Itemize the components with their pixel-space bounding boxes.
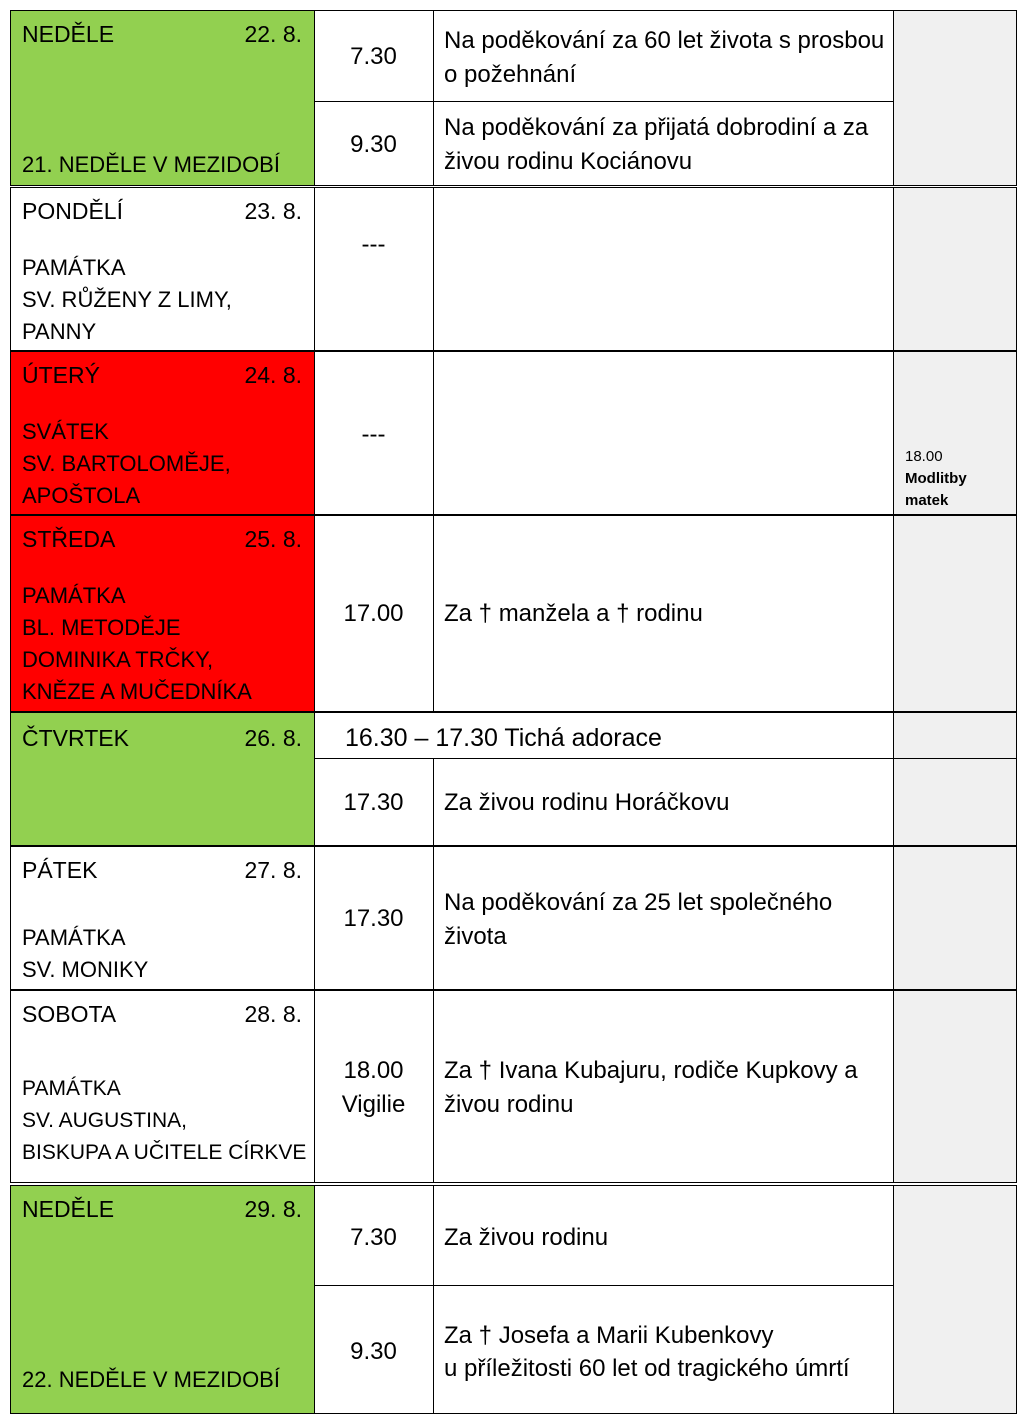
liturgical-note: PAMÁTKA SV. MONIKY bbox=[22, 925, 149, 982]
day-cell-tuesday-24 bbox=[10, 351, 315, 515]
day-name: SOBOTA bbox=[22, 1001, 117, 1027]
day-name: ÚTERÝ bbox=[22, 362, 100, 388]
day-date: 22. 8. bbox=[244, 21, 302, 47]
liturgical-note: 21. NEDĚLE V MEZIDOBÍ bbox=[22, 152, 280, 177]
mass-time: --- bbox=[361, 421, 386, 448]
mass-time: 17.30 bbox=[343, 789, 404, 816]
mass-time: 17.00 bbox=[343, 600, 404, 627]
day-cell-friday-27 bbox=[10, 846, 315, 990]
mass-intention: Za živou rodinu bbox=[444, 1224, 609, 1251]
adoration-text: 16.30 – 17.30 Tichá adorace bbox=[345, 724, 662, 752]
mass-intention: Na poděkování za 60 let života s prosbou o požehnání bbox=[444, 27, 885, 88]
mass-time: 7.30 bbox=[350, 43, 397, 70]
mass-time-vigil: Vigilie bbox=[341, 1091, 406, 1118]
mass-time: 9.30 bbox=[350, 1338, 397, 1365]
day-name: STŘEDA bbox=[22, 526, 116, 552]
mass-intention: Za živou rodinu Horáčkovu bbox=[444, 789, 730, 816]
mass-intention: Za † Josefa a Marii Kubenkovy bbox=[444, 1322, 774, 1349]
mass-intention: Za † Ivana Kubajuru, rodiče Kupkovy a živou rodinu bbox=[444, 1057, 858, 1118]
liturgical-note: 22. NEDĚLE V MEZIDOBÍ bbox=[22, 1367, 280, 1392]
prayer-label: Modlitby matek bbox=[905, 470, 967, 509]
day-cell-monday-23 bbox=[10, 187, 315, 351]
side-cell bbox=[893, 990, 1017, 1183]
liturgical-note: SVÁTEK SV. BARTOLOMĚJE, APOŠTOLA bbox=[22, 419, 231, 508]
mass-intention: Na poděkování za 25 let společného života bbox=[444, 889, 833, 950]
intention-cell bbox=[433, 187, 894, 351]
side-cell bbox=[893, 187, 1017, 351]
day-name: ČTVRTEK bbox=[22, 725, 129, 751]
day-cell-wednesday-25 bbox=[10, 515, 315, 712]
day-date: 25. 8. bbox=[244, 526, 302, 552]
day-name: NEDĚLE bbox=[22, 1196, 115, 1222]
prayer-note bbox=[905, 446, 995, 512]
side-cell bbox=[893, 712, 1017, 759]
day-cell-sunday-29 bbox=[10, 1185, 315, 1414]
mass-intention: Za † manžela a † rodinu bbox=[444, 600, 703, 627]
day-cell-sunday-22 bbox=[10, 10, 315, 186]
mass-time: 17.30 bbox=[343, 905, 404, 932]
day-date: 28. 8. bbox=[244, 1001, 302, 1027]
mass-time: 7.30 bbox=[350, 1224, 397, 1251]
liturgical-note: PAMÁTKA SV. RŮŽENY Z LIMY, PANNY bbox=[22, 255, 232, 344]
time-cell bbox=[314, 187, 434, 351]
side-cell bbox=[893, 758, 1017, 846]
mass-intention: Na poděkování za přijatá dobrodiní a za živou rodinu Kociánovu bbox=[444, 114, 869, 175]
day-name: NEDĚLE bbox=[22, 21, 115, 47]
mass-time: 18.00 bbox=[343, 1057, 404, 1084]
day-date: 27. 8. bbox=[244, 857, 302, 883]
day-name: PÁTEK bbox=[22, 857, 98, 883]
mass-time: 9.30 bbox=[350, 131, 397, 158]
day-date: 24. 8. bbox=[244, 362, 302, 388]
day-date: 23. 8. bbox=[244, 198, 302, 224]
prayer-time: 18.00 bbox=[905, 448, 943, 465]
liturgical-note: PAMÁTKA BL. METODĚJE DOMINIKA TRČKY, KNĚZE A MUČEDNÍKA bbox=[22, 583, 252, 704]
liturgical-note: PAMÁTKA SV. AUGUSTINA, BISKUPA A UČITELE CÍRKVE bbox=[22, 1077, 307, 1164]
side-cell bbox=[893, 846, 1017, 990]
day-name: PONDĚLÍ bbox=[22, 198, 123, 224]
side-cell bbox=[893, 1185, 1017, 1414]
intention-cell bbox=[433, 351, 894, 515]
day-cell-thursday-26 bbox=[10, 712, 315, 846]
mass-time: --- bbox=[361, 231, 386, 258]
day-date: 26. 8. bbox=[244, 725, 302, 751]
side-cell bbox=[893, 515, 1017, 712]
day-cell-saturday-28 bbox=[10, 990, 315, 1183]
side-cell bbox=[893, 10, 1017, 186]
day-date: 29. 8. bbox=[244, 1196, 302, 1222]
mass-intention-continued: u příležitosti 60 let od tragického úmrtí bbox=[444, 1355, 850, 1382]
